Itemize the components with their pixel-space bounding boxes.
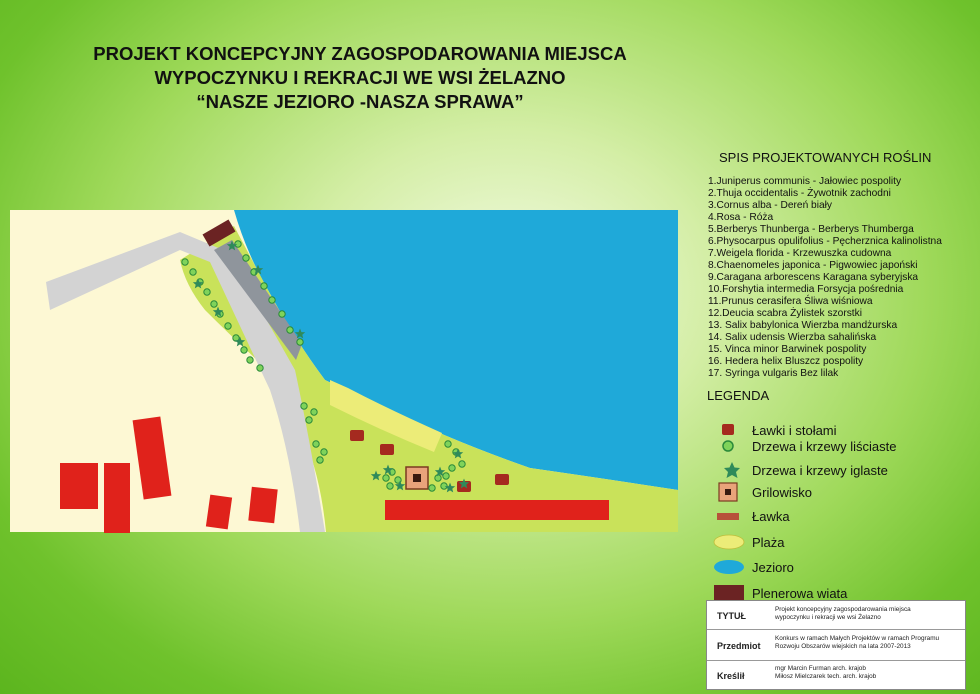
plant-list-item: 11.Prunus cerasifera Śliwa wiśniowa (708, 296, 873, 307)
legend-label: Grilowisko (752, 484, 812, 500)
title-block (706, 600, 966, 690)
legend-label: Ławka (752, 508, 790, 524)
legend-label: Jezioro (752, 559, 794, 575)
title-block-title-label: TYTUŁ (717, 611, 746, 621)
plant-list-item: 3.Cornus alba - Dereń biały (708, 200, 833, 211)
lake-icon (712, 557, 752, 577)
deciduous-tree (269, 297, 275, 303)
deciduous-tree (459, 461, 465, 467)
deciduous-tree (225, 323, 231, 329)
title-block-title-value-line: Projekt koncepcyjny zagospodarowania miejsca (775, 606, 911, 613)
plant-list-item: 10.Forshytia intermedia Forsycja pośrednia (708, 284, 904, 295)
deciduous-tree (306, 417, 312, 423)
deciduous-tree (441, 483, 447, 489)
title-block-subject-value-line: Rozwoju Obszarów wiejskich na lata 2007-2013 (775, 643, 911, 650)
legend-label: Ławki i stołami (752, 422, 837, 438)
plant-list-item: 16. Hedera helix Bluszcz pospolity (708, 356, 864, 367)
deciduous-tree (190, 269, 196, 275)
building (104, 463, 130, 533)
plant-list-heading: SPIS PROJEKTOWANYCH ROŚLIN (719, 150, 932, 165)
legend-label: Drzewa i krzewy liściaste (752, 438, 897, 454)
plant-list-item: 15. Vinca minor Barwinek pospolity (708, 344, 867, 355)
plant-list-item: 1.Juniperus communis - Jałowiec pospolity (708, 176, 902, 187)
deciduous-tree (182, 259, 188, 265)
plant-list-item: 13. Salix babylonica Wierzba mandżurska (708, 320, 898, 331)
deciduous-tree (211, 301, 217, 307)
grill-center (413, 474, 421, 482)
legend-item-bench (712, 506, 790, 526)
deciduous-tree (321, 449, 327, 455)
title-block-subject-label: Przedmiot (717, 641, 761, 651)
deciduous-tree (261, 283, 267, 289)
title-block-subject-value-line: Konkurs w ramach Małych Projektów w ramach Programu (775, 635, 940, 642)
title-block-drawn-row (707, 661, 965, 690)
legend-item-deciduous (712, 436, 896, 456)
deciduous-tree (279, 311, 285, 317)
building (385, 500, 609, 520)
plant-list (708, 176, 942, 380)
legend-label: Drzewa i krzewy iglaste (752, 462, 888, 478)
legend-heading: LEGENDA (707, 388, 770, 403)
deciduous-tree (387, 483, 393, 489)
building (60, 463, 98, 509)
bench-icon (712, 506, 752, 526)
legend-label: Plaża (752, 534, 785, 550)
plant-list-item: 14. Salix udensis Wierzba sahalińska (708, 332, 877, 343)
plant-list-item: 8.Chaenomeles japonica - Pigwowiec japoński (708, 260, 918, 271)
plant-list-item: 6.Physocarpus opulifolius - Pęcherznica kalinolistna (708, 236, 942, 247)
deciduous-tree (204, 289, 210, 295)
deciduous-tree (311, 409, 317, 415)
title-block-subject-value (775, 635, 939, 651)
bench-table (495, 474, 509, 485)
bench-table (380, 444, 394, 455)
plant-list-item: 2.Thuja occidentalis - Żywotnik zachodni (708, 188, 891, 199)
deciduous-tree (443, 473, 449, 479)
legend-item-conifer (712, 460, 888, 480)
title-block-subject-row (707, 630, 965, 661)
grill-area (406, 467, 428, 489)
plant-list-item: 17. Syringa vulgaris Bez lilak (708, 368, 839, 379)
deciduous-tree (243, 255, 249, 261)
title-line-3: “NASZE JEZIORO -NASZA SPRAWA” (196, 91, 524, 112)
deciduous-tree (383, 475, 389, 481)
legend-item-lake (712, 557, 794, 577)
legend-item-grill (712, 482, 812, 502)
deciduous-tree (287, 327, 293, 333)
title-block-title-row (707, 601, 965, 630)
deciduous-tree (317, 457, 323, 463)
conifer-tree-icon (712, 460, 752, 480)
title-block-drawn-value-line: Miłosz Mielczarek tech. arch. krajob (775, 673, 877, 680)
deciduous-tree (435, 475, 441, 481)
title-block-drawn-value (775, 665, 876, 681)
deciduous-tree (247, 357, 253, 363)
deciduous-tree (241, 347, 247, 353)
deciduous-tree (313, 441, 319, 447)
deciduous-tree (257, 365, 263, 371)
legend-label: Plenerowa wiata (752, 585, 848, 601)
legend-item-beach (712, 532, 785, 552)
building (206, 495, 232, 530)
plant-list-item: 12.Deucia scabra Żylistek szorstki (708, 308, 862, 319)
title-line-2: WYPOCZYNKU I REKRACJI WE WSI ŻELAZNO (154, 67, 566, 88)
deciduous-tree (235, 241, 241, 247)
plant-list-item: 9.Caragana arborescens Karagana syberyjska (708, 272, 919, 283)
plant-list-item: 5.Berberys Thunberga - Berberys Thumberga (708, 224, 914, 235)
bench-table (350, 430, 364, 441)
beach-icon (712, 532, 752, 552)
deciduous-tree (301, 403, 307, 409)
grill-icon (712, 482, 752, 502)
title-block-title-value-line: wypoczynku i rekracji we wsi Żelazno (775, 614, 881, 621)
deciduous-tree (429, 485, 435, 491)
deciduous-tree-icon (712, 436, 752, 456)
title-line-1: PROJEKT KONCEPCYJNY ZAGOSPODAROWANIA MIEJSCA (93, 43, 627, 64)
deciduous-tree (297, 339, 303, 345)
title-block-drawn-label: Kreślił (717, 671, 745, 681)
building (248, 487, 277, 524)
deciduous-tree (445, 441, 451, 447)
title-block-drawn-value-line: mgr Marcin Furman arch. krajob (775, 665, 866, 672)
deciduous-tree (449, 465, 455, 471)
plant-list-item: 7.Weigela florida - Krzewuszka cudowna (708, 248, 892, 259)
plant-list-item: 4.Rosa - Róża (708, 212, 774, 223)
title-block-title-value (775, 606, 911, 622)
